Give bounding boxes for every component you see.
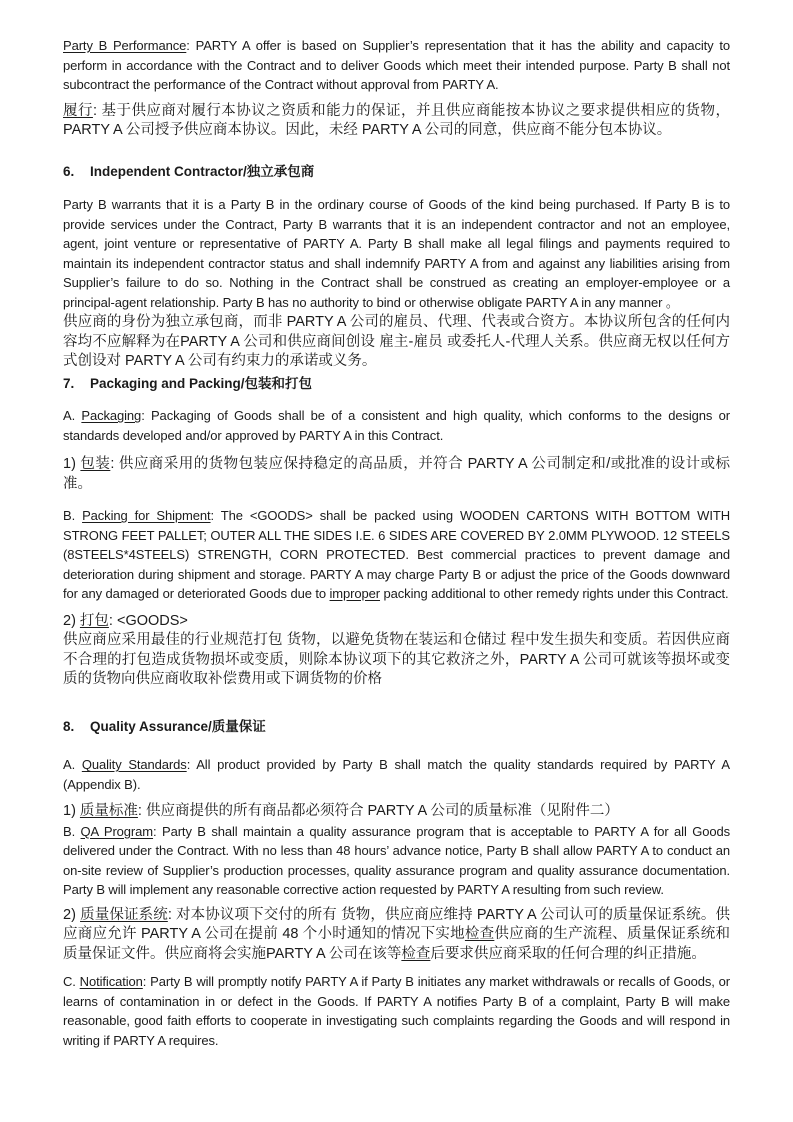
underlined-term-dabao: 打包 [79,612,109,629]
item-prefix: 2) [63,612,80,629]
paragraph-sec6-body-zh [63,313,730,372]
item-prefix: A. [63,757,82,772]
paragraph-text: : 对本协议项下交付的所有 货物，供应商应维持 PARTY A 公司认可的质量保证系统。供应商应允许 PARTY A 公司在提前 48 个小时通知的情况下实地 [63,906,731,942]
paragraph-packaging-zh [63,455,730,494]
paragraph-text: : PARTY A offer is based on Supplier’s representation that it has the ability and capacity to perform in accordance with the Contract and to deliver Goods which meet their intended purpose. Party B shall not subcontract the performance of the Contract without approval from PARTY A. [63,38,730,92]
paragraph-party-b-performance [63,36,730,95]
paragraph-qa-system-zh [63,906,730,965]
paragraph-text: : Party B will promptly notify PARTY A if Party B initiates any market withdrawals or recalls of Goods, or learns of contamination in or defect in the Goods. If PARTY A notifies Party B of a complaint, Party B will make reasonable, good faith efforts to cooperate in investigating such complaints regarding the Goods and will respond in writing if PARTY A requires. [63,974,730,1048]
section-title: Packaging and Packing/包装和打包 [90,375,313,391]
paragraph-text: 后要求供应商采取的任何合理的纠正措施。 [430,945,706,962]
paragraph-notification [63,972,730,1050]
paragraph-text: Party B warrants that it is a Party B in the ordinary course of Goods of the kind being purchased. If Party B is to provide services under the Contract, Party B warrants that it is an independent contractor and not an employee, agent, joint venture or representative of PARTY A. Party B shall make all legal filings and payments required to maintain its independent contractor status and shall indemnify PARTY A from and against any liabilities arising from Supplier’s failure to do so. Nothing in the Contract shall be construed as creating an employer-employee or a principal-agent relationship. Party B has no authority to bind or otherwise obligate PARTY A in any manner 。 [63,197,730,310]
paragraph-text: 供应商的身份为独立承包商，而非 PARTY A 公司的雇员、代理、代表或合资方。本协议所包含的任何内容均不应解释为在PARTY A 公司和供应商间创设 雇主-雇员 或委托人-代理人关系。供应商无权以任何方式创设对 PARTY A 公司有约束力的承诺或义务。 [63,314,730,369]
paragraph-quality-standards-zh [63,802,730,822]
section-heading-8 [63,717,730,737]
underlined-term-packing-for-shipment: Packing for Shipment [82,508,211,523]
underlined-term-zhiliang-baozheng-xitong: 质量保证系统 [80,906,168,923]
paragraph-text: packing additional to other remedy rights under this Contract. [380,586,729,601]
underlined-term-lvxing: 履行 [63,102,93,119]
section-number: 6. [63,163,75,179]
item-prefix: 2) [63,906,81,923]
section-title: Quality Assurance/质量保证 [90,718,266,734]
section-number: 7. [63,375,75,391]
item-prefix: 1) [63,456,81,472]
paragraph-text: : 供应商提供的所有商品都必须符合 PARTY A 公司的质量标准（见附件二） [137,803,619,819]
underlined-term-notification: Notification [79,974,143,989]
underlined-term-packaging: Packaging [81,408,142,423]
paragraph-text: 供应商的生产流程、质量保证系统和质量保证文件。供应商将会实施PARTY A 公司在该等 [63,926,731,962]
paragraph-packaging [63,406,730,445]
item-prefix: B. [63,508,83,523]
paragraph-quality-standards [63,755,730,794]
paragraph-packing-zh [63,612,730,690]
goods-placeholder: : <GOODS> [108,612,188,629]
underlined-term-jiancha-2: 检查 [401,945,431,962]
item-prefix: B. [63,823,81,839]
paragraph-performance-zh [63,102,730,141]
underlined-term-zhiliang-biaozhun: 质量标准 [79,803,138,819]
paragraph-text: : 供应商采用的货物包装应保持稳定的高品质，并符合 PARTY A 公司制定和/或批准的设计或标准。 [63,456,731,492]
section-heading-6 [63,162,730,182]
item-prefix: 1) [63,803,80,819]
paragraph-packing-for-shipment [63,506,730,604]
underlined-term-party-b-performance: Party B Performance [63,38,187,53]
underlined-term-baozhuang: 包装 [80,456,111,472]
paragraph-text: : Party B shall maintain a quality assurance program that is acceptable to PARTY A for all Goods delivered under the Contract. With no less than 48 hours’ advance notice, Party B shall allow PARTY A to conduct an on-site review of Supplier’s production processes, quality assurance program and quality assurance documentation. Party B will implement any reasonable corrective action requested by PARTY A resulting from such review. [63,823,730,897]
underlined-term-qa-program: QA Program [80,823,154,839]
paragraph-text: : The <GOODS> shall be packed using WOODEN CARTONS WITH BOTTOM WITH STRONG FEET PALLET; OUTER ALL THE SIDES I.E. 6 SIDES ARE COVERED BY 2.0MM PLYWOOD. 12 STEELS (8STEELS*4STEELS) STRENGTH, CORN PROTECTED. Best commercial practices to prevent damage and deterioration during shipment and storage. PARTY A may charge Party B or adjust the price of the Goods downward for any damaged or deteriorated Goods due to [63,508,730,601]
paragraph-text: 供应商应采用最佳的行业规范打包 货物，以避免货物在装运和仓储过 程中发生损失和变质。若因供应商不合理的打包造成货物损坏或变质，则除本协议项下的其它救济之外，PARTY A 公司可就该等损坏或变质的货物向供应商收取补偿费用或下调货物的价格 [63,632,730,687]
underlined-term-improper: improper [329,586,381,601]
paragraph-text: : All product provided by Party B shall match the quality standards required by PARTY A (Appendix B). [63,757,730,792]
underlined-term-quality-standards: Quality Standards [81,757,187,772]
item-prefix: C. [63,974,80,989]
underlined-term-jiancha-1: 检查 [464,926,495,942]
section-number: 8. [63,718,75,734]
section-title: Independent Contractor/独立承包商 [90,163,315,179]
paragraph-text: : Packaging of Goods shall be of a consistent and high quality, which conforms to the designs or standards developed and/or approved by PARTY A in this Contract. [63,408,730,443]
section-heading-7 [63,374,730,394]
paragraph-qa-program [63,822,730,900]
item-prefix: A. [63,408,82,423]
paragraph-text: : 基于供应商对履行本协议之资质和能力的保证，并且供应商能按本协议之要求提供相应的货物，PARTY A 公司授予供应商本协议。因此，未经 PARTY A 公司的同意，供应商不能分包本协议。 [63,102,730,138]
paragraph-sec6-body [63,195,730,312]
